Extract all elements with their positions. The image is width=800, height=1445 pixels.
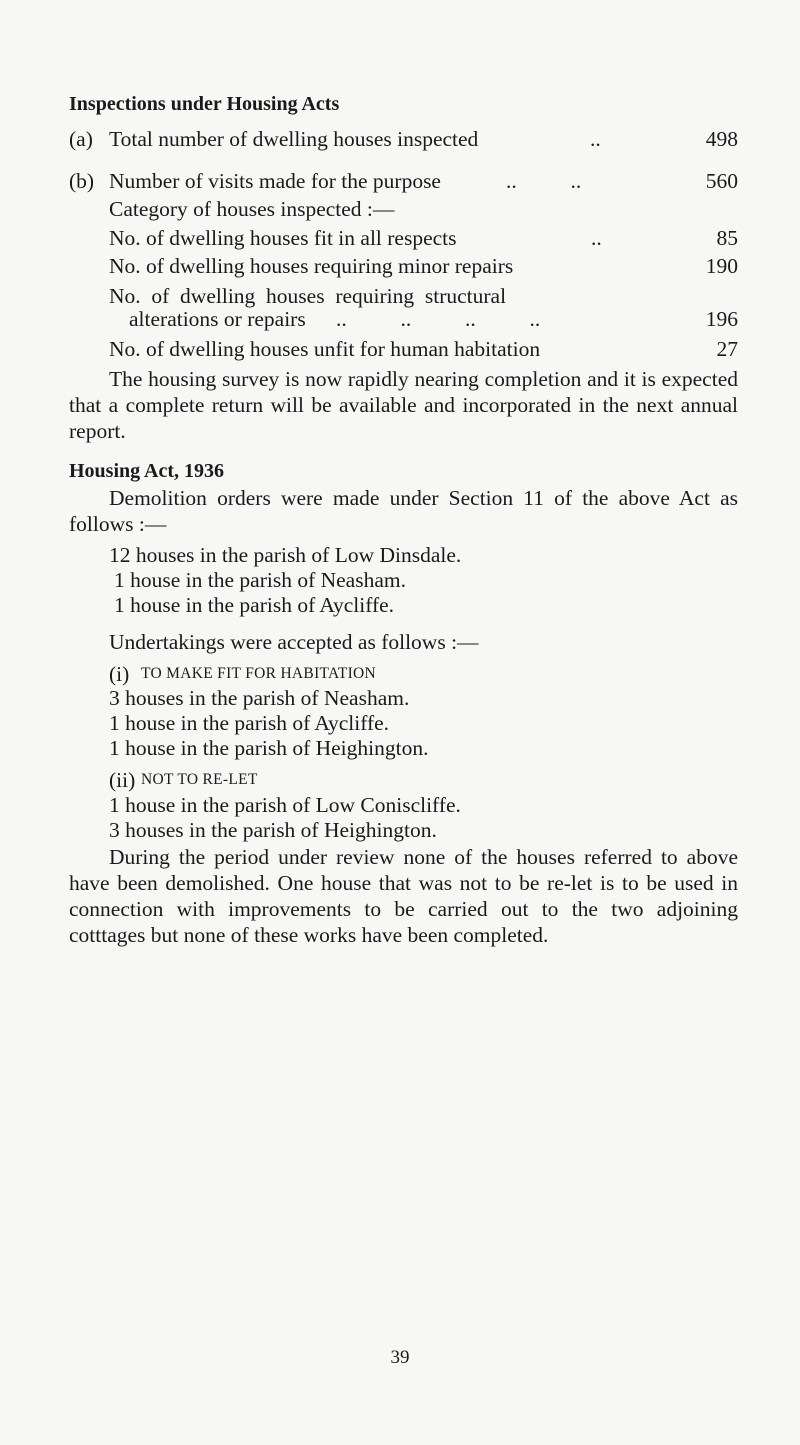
undertakings-row bbox=[0, 629, 800, 655]
item-b-label: (b) bbox=[69, 169, 95, 193]
demolition-item-2: 1 house in the parish of Neasham. bbox=[114, 568, 406, 592]
section-i-item-3: 1 house in the parish of Heighington. bbox=[109, 736, 429, 760]
category-row bbox=[0, 196, 800, 222]
list-item bbox=[0, 542, 800, 568]
fit-text: No. of dwelling houses fit in all respects bbox=[109, 226, 457, 250]
item-b-leader: .. .. bbox=[506, 169, 582, 193]
section-ii-label: (ii) bbox=[109, 768, 136, 792]
list-item bbox=[0, 592, 800, 618]
unfit-text: No. of dwelling houses unfit for human habitation bbox=[109, 337, 541, 361]
page-number: 39 bbox=[390, 1347, 410, 1368]
structural-value: 196 bbox=[705, 307, 738, 331]
section-i-heading: TO MAKE FIT FOR HABITATION bbox=[141, 665, 377, 682]
survey-paragraph-text: The housing survey is now rapidly nearing completion and it is expected that a complete return will be available and incorporated in the next annual report. bbox=[69, 367, 738, 443]
section-ii-item-2: 3 houses in the parish of Heighington. bbox=[109, 818, 437, 842]
section-ii-heading: NOT TO RE-LET bbox=[141, 771, 258, 788]
item-a-label: (a) bbox=[69, 127, 93, 151]
fit-value: 85 bbox=[716, 226, 738, 250]
category-text: Category of houses inspected :— bbox=[109, 197, 395, 221]
demolition-intro-text: Demolition orders were made under Section 11 of the above Act as follows :— bbox=[69, 486, 738, 536]
list-item bbox=[0, 710, 800, 736]
fit-leader: .. bbox=[591, 226, 602, 250]
inspections-heading: Inspections under Housing Acts bbox=[69, 93, 340, 115]
demolition-item-3: 1 house in the parish of Aycliffe. bbox=[114, 593, 395, 617]
undertakings-intro: Undertakings were accepted as follows :— bbox=[109, 630, 479, 654]
item-b-value: 560 bbox=[705, 169, 738, 193]
section-i-label: (i) bbox=[109, 662, 130, 686]
review-paragraph-text: During the period under review none of the houses referred to above have been demolished. One house that was not to be re-let is to be used in connection with improvements to be carried out to the two adjoining cotttages but none of these works have been completed. bbox=[69, 845, 738, 947]
list-item bbox=[0, 817, 800, 843]
structural-row-2 bbox=[0, 306, 800, 332]
housing-act-heading: Housing Act, 1936 bbox=[69, 460, 225, 482]
item-a-leader: .. bbox=[590, 127, 601, 151]
demolition-intro bbox=[69, 485, 738, 537]
structural-leader: .. .. .. .. bbox=[336, 307, 541, 331]
list-item bbox=[0, 567, 800, 593]
section-i-item-2: 1 house in the parish of Aycliffe. bbox=[109, 711, 390, 735]
unfit-row bbox=[0, 336, 800, 362]
structural-text-2: alterations or repairs bbox=[129, 307, 306, 331]
section-ii-item-1: 1 house in the parish of Low Coniscliffe. bbox=[109, 793, 461, 817]
unfit-value: 27 bbox=[716, 337, 738, 361]
section-ii-heading-row bbox=[0, 767, 800, 793]
minor-text: No. of dwelling houses requiring minor repairs bbox=[109, 254, 514, 278]
item-a-text: Total number of dwelling houses inspected bbox=[109, 127, 479, 151]
fit-row bbox=[0, 225, 800, 251]
demolition-item-1: 12 houses in the parish of Low Dinsdale. bbox=[109, 543, 462, 567]
structural-text-1: No. of dwelling houses requiring structural bbox=[109, 284, 507, 308]
list-item bbox=[0, 735, 800, 761]
review-paragraph bbox=[69, 844, 738, 948]
minor-value: 190 bbox=[705, 254, 738, 278]
item-a-row bbox=[0, 126, 800, 152]
section-i-item-1: 3 houses in the parish of Neasham. bbox=[109, 686, 410, 710]
minor-row bbox=[0, 253, 800, 279]
item-b-text: Number of visits made for the purpose bbox=[109, 169, 441, 193]
item-b-row bbox=[0, 168, 800, 194]
list-item bbox=[0, 792, 800, 818]
list-item bbox=[0, 685, 800, 711]
item-a-value: 498 bbox=[705, 127, 738, 151]
section-i-heading-row bbox=[0, 661, 800, 687]
survey-paragraph bbox=[69, 366, 738, 444]
